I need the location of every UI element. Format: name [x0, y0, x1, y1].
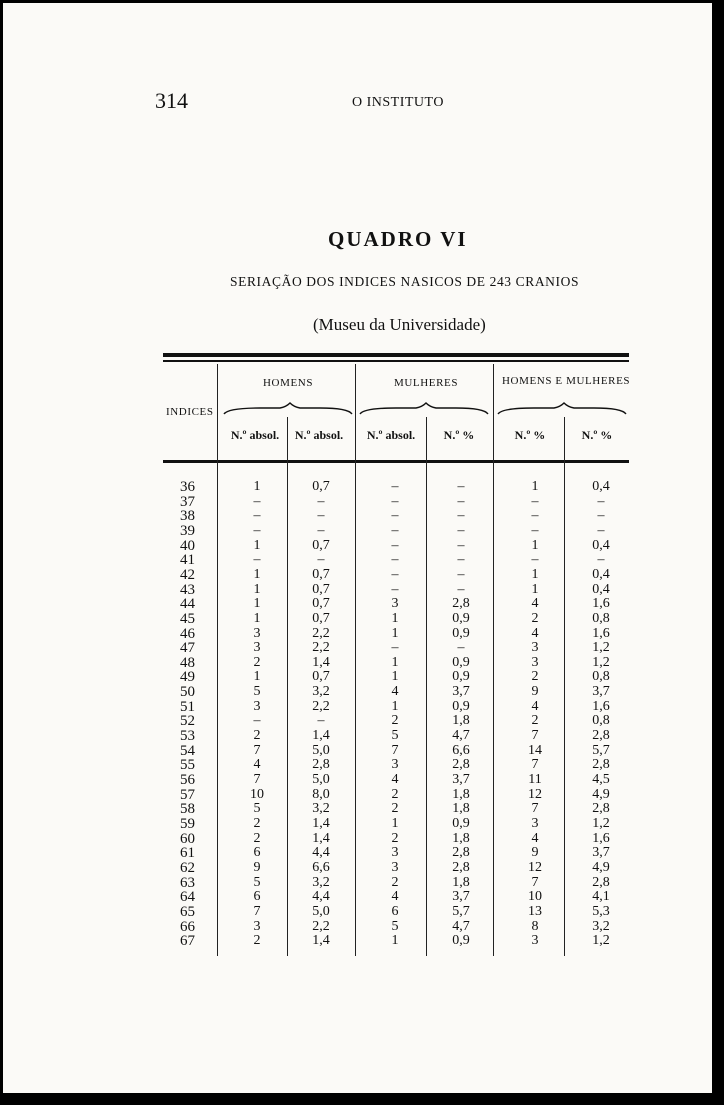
- value-cell: 0,9: [452, 625, 470, 641]
- index-cell: 67: [180, 933, 195, 950]
- value-cell: 0,4: [592, 479, 610, 494]
- value-cell: 2,8: [592, 874, 610, 890]
- value-cell: 2,2: [312, 625, 330, 641]
- value-cell: 1,8: [452, 874, 470, 890]
- value-cell: 3: [531, 815, 539, 831]
- value-cell: 3,7: [452, 684, 470, 700]
- index-cell: 52: [180, 713, 195, 730]
- index-cell: 45: [180, 610, 195, 627]
- value-cell: 2,8: [312, 757, 330, 773]
- value-cell: 3,7: [592, 684, 610, 700]
- index-cell: 61: [180, 845, 195, 862]
- value-cell: –: [457, 493, 465, 509]
- value-cell: 5,0: [312, 772, 330, 787]
- value-cell: 2: [531, 610, 539, 626]
- index-cell: 51: [180, 698, 195, 715]
- value-cell: 2,8: [452, 757, 470, 773]
- value-cell: –: [391, 508, 399, 524]
- value-cell: –: [597, 493, 605, 509]
- value-cell: –: [317, 552, 325, 568]
- value-cell: 3,7: [452, 889, 470, 905]
- vline-homens-mid: [287, 417, 288, 956]
- value-cell: 3: [391, 596, 399, 612]
- value-cell: 3,7: [452, 772, 470, 787]
- value-cell: 2: [253, 830, 261, 846]
- value-cell: 4: [391, 684, 399, 700]
- value-cell: –: [457, 522, 465, 538]
- museum-caption: (Museu da Universidade): [313, 315, 486, 334]
- value-cell: 7: [391, 742, 399, 758]
- index-cell: 57: [180, 786, 195, 803]
- index-cell: 40: [180, 537, 195, 554]
- value-cell: –: [391, 537, 399, 553]
- value-cell: 5: [253, 684, 261, 700]
- value-cell: 0,4: [592, 581, 610, 597]
- value-cell: 2: [391, 830, 399, 846]
- value-cell: 4: [531, 698, 539, 714]
- index-cell: 39: [180, 522, 195, 539]
- value-cell: 2: [531, 713, 539, 729]
- subheader-mulheres-abs: N.º absol.: [366, 428, 416, 442]
- value-cell: 1,2: [592, 815, 610, 831]
- value-cell: –: [531, 522, 539, 538]
- value-cell: 5,3: [592, 903, 610, 919]
- index-cell: 63: [180, 874, 195, 891]
- value-cell: 3: [253, 640, 261, 656]
- value-cell: 0,7: [312, 566, 330, 582]
- value-cell: 2,2: [312, 698, 330, 714]
- value-cell: 2: [391, 786, 399, 802]
- value-cell: 4,7: [452, 918, 470, 934]
- value-cell: 4,9: [592, 859, 610, 875]
- value-cell: 1,6: [592, 625, 610, 641]
- value-cell: 1: [391, 815, 399, 831]
- index-cell: 47: [180, 640, 195, 657]
- value-cell: 0,7: [312, 537, 330, 553]
- value-cell: –: [317, 713, 325, 729]
- value-cell: 0,9: [452, 669, 470, 685]
- value-cell: 1: [253, 479, 261, 494]
- value-cell: 1,4: [312, 728, 330, 744]
- value-cell: 10: [528, 889, 542, 905]
- index-cell: 64: [180, 889, 195, 906]
- value-cell: 0,7: [312, 581, 330, 597]
- top-rule-thin: [163, 360, 629, 362]
- value-cell: 9: [253, 859, 261, 875]
- index-cell: 65: [180, 903, 195, 920]
- value-cell: 2,8: [452, 596, 470, 612]
- value-cell: 7: [531, 728, 539, 744]
- value-cell: –: [531, 552, 539, 568]
- value-cell: 7: [253, 742, 261, 758]
- value-cell: 11: [528, 772, 542, 787]
- value-cell: –: [531, 508, 539, 524]
- group-header-ambos: HOMENS E MULHERES: [502, 375, 631, 387]
- value-cell: 2,8: [592, 728, 610, 744]
- subheader-ambos-pct: N.º %: [581, 428, 613, 442]
- value-cell: 3,2: [592, 918, 610, 934]
- value-cell: 10: [250, 786, 264, 802]
- value-cell: 3: [253, 698, 261, 714]
- index-cell: 60: [180, 830, 195, 847]
- subheader-mulheres-pct: N.º %: [443, 428, 475, 442]
- value-cell: 0,7: [312, 610, 330, 626]
- value-cell: 3: [531, 654, 539, 670]
- index-cell: 36: [180, 479, 195, 495]
- value-cell: –: [457, 566, 465, 582]
- brace-ambos: [498, 403, 626, 414]
- value-cell: 7: [531, 874, 539, 890]
- value-cell: –: [391, 522, 399, 538]
- value-cell: 4: [391, 889, 399, 905]
- indices-header: INDICES: [166, 406, 214, 418]
- value-cell: 1,4: [312, 933, 330, 949]
- value-cell: 3: [391, 859, 399, 875]
- value-cell: 2: [391, 801, 399, 817]
- group-braces: [220, 402, 630, 416]
- value-cell: –: [391, 493, 399, 509]
- value-cell: 4,7: [452, 728, 470, 744]
- value-cell: 4,9: [592, 786, 610, 802]
- vline-mulheres-right: [493, 364, 494, 956]
- index-cell: 46: [180, 625, 195, 642]
- value-cell: 4,4: [312, 845, 330, 861]
- running-head: O INSTITUTO: [352, 95, 444, 110]
- value-cell: –: [253, 552, 261, 568]
- value-cell: 13: [528, 903, 542, 919]
- value-cell: –: [317, 493, 325, 509]
- value-cell: 5: [391, 918, 399, 934]
- value-cell: 6: [253, 889, 261, 905]
- value-cell: 5,7: [592, 742, 610, 758]
- value-cell: 2: [531, 669, 539, 685]
- subheader-homens-pct: N.º absol.: [294, 428, 344, 442]
- value-cell: 1,8: [452, 786, 470, 802]
- vline-ambos-mid: [564, 417, 565, 956]
- value-cell: 1: [531, 479, 539, 494]
- vline-indices: [217, 364, 218, 956]
- value-cell: –: [457, 581, 465, 597]
- value-cell: 3: [531, 640, 539, 656]
- value-cell: 1: [253, 581, 261, 597]
- value-cell: –: [391, 552, 399, 568]
- value-cell: 3: [253, 918, 261, 934]
- index-cell: 44: [180, 596, 195, 613]
- value-cell: 12: [528, 859, 542, 875]
- value-cell: 1,2: [592, 933, 610, 949]
- value-cell: 4,4: [312, 889, 330, 905]
- index-cell: 37: [180, 493, 195, 510]
- value-cell: 0,8: [592, 713, 610, 729]
- value-cell: 1,2: [592, 654, 610, 670]
- value-cell: 1: [253, 537, 261, 553]
- value-cell: –: [253, 522, 261, 538]
- value-cell: 1: [531, 537, 539, 553]
- header-bottom-rule: [163, 460, 629, 463]
- value-cell: 1: [391, 625, 399, 641]
- value-cell: 9: [531, 684, 539, 700]
- value-cell: 3: [531, 933, 539, 949]
- value-cell: 4: [253, 757, 261, 773]
- value-cell: 3: [253, 625, 261, 641]
- value-cell: 8,0: [312, 786, 330, 802]
- value-cell: –: [457, 537, 465, 553]
- value-cell: 0,9: [452, 698, 470, 714]
- value-cell: 1: [391, 698, 399, 714]
- value-cell: 2: [253, 815, 261, 831]
- table-subtitle: SERIAÇÃO DOS INDICES NASICOS DE 243 CRANIOS: [230, 274, 580, 289]
- value-cell: 2: [391, 874, 399, 890]
- index-cell: 53: [180, 728, 195, 745]
- index-cell: 49: [180, 669, 195, 686]
- value-cell: 6,6: [452, 742, 470, 758]
- value-cell: 2,2: [312, 918, 330, 934]
- value-cell: 8: [531, 918, 539, 934]
- vline-homens-right: [355, 364, 356, 956]
- value-cell: –: [391, 581, 399, 597]
- value-cell: 1: [253, 669, 261, 685]
- value-cell: 2,2: [312, 640, 330, 656]
- value-cell: 3: [391, 757, 399, 773]
- value-cell: –: [457, 640, 465, 656]
- value-cell: 1,8: [452, 801, 470, 817]
- value-cell: 7: [253, 903, 261, 919]
- value-cell: 1: [391, 669, 399, 685]
- index-cell: 48: [180, 654, 195, 671]
- value-cell: 2: [253, 728, 261, 744]
- value-cell: 1: [531, 566, 539, 582]
- value-cell: 0,9: [452, 610, 470, 626]
- value-cell: 2,8: [452, 845, 470, 861]
- value-cell: 0,4: [592, 566, 610, 582]
- value-cell: –: [597, 522, 605, 538]
- value-cell: –: [391, 566, 399, 582]
- value-cell: 4: [391, 772, 399, 787]
- value-cell: –: [391, 479, 399, 494]
- index-cell: 41: [180, 552, 195, 569]
- value-cell: 4: [531, 625, 539, 641]
- value-cell: 3,2: [312, 801, 330, 817]
- value-cell: –: [597, 552, 605, 568]
- value-cell: 0,8: [592, 610, 610, 626]
- value-cell: 1,4: [312, 815, 330, 831]
- value-cell: –: [253, 508, 261, 524]
- value-cell: 4,5: [592, 772, 610, 787]
- value-cell: 5,7: [452, 903, 470, 919]
- value-cell: 5: [391, 728, 399, 744]
- value-cell: 12: [528, 786, 542, 802]
- index-cell: 62: [180, 859, 195, 876]
- index-cell: 54: [180, 742, 195, 759]
- vline-mulheres-mid: [426, 417, 427, 956]
- index-cell: 42: [180, 566, 195, 583]
- value-cell: –: [253, 713, 261, 729]
- value-cell: –: [457, 508, 465, 524]
- value-cell: 1: [253, 566, 261, 582]
- value-cell: –: [317, 508, 325, 524]
- value-cell: 1: [391, 654, 399, 670]
- value-cell: –: [391, 640, 399, 656]
- group-header-homens: HOMENS: [263, 377, 314, 389]
- value-cell: 1,2: [592, 640, 610, 656]
- value-cell: 4: [531, 830, 539, 846]
- value-cell: 3,2: [312, 684, 330, 700]
- value-cell: 2: [253, 654, 261, 670]
- index-cell: 50: [180, 684, 195, 701]
- value-cell: 4,1: [592, 889, 610, 905]
- value-cell: –: [317, 522, 325, 538]
- group-header-mulheres: MULHERES: [394, 377, 459, 389]
- value-cell: 5: [253, 874, 261, 890]
- value-cell: 1: [253, 610, 261, 626]
- subheader-ambos-abs: N.º %: [514, 428, 546, 442]
- value-cell: 3,2: [312, 874, 330, 890]
- value-cell: –: [253, 493, 261, 509]
- value-cell: 7: [531, 801, 539, 817]
- value-cell: –: [457, 552, 465, 568]
- value-cell: 14: [528, 742, 542, 758]
- value-cell: 7: [531, 757, 539, 773]
- value-cell: 0,8: [592, 669, 610, 685]
- value-cell: 1,6: [592, 698, 610, 714]
- value-cell: 1,8: [452, 713, 470, 729]
- index-cell: 58: [180, 801, 195, 818]
- value-cell: 0,7: [312, 669, 330, 685]
- table-title: QUADRO VI: [328, 227, 468, 251]
- value-cell: 1,6: [592, 830, 610, 846]
- value-cell: 0,4: [592, 537, 610, 553]
- brace-homens: [224, 403, 352, 414]
- index-cell: 56: [180, 772, 195, 788]
- value-cell: 1,8: [452, 830, 470, 846]
- value-cell: 1: [391, 610, 399, 626]
- value-cell: –: [597, 508, 605, 524]
- page-number: 314: [155, 88, 188, 113]
- value-cell: 4: [531, 596, 539, 612]
- value-cell: 2,8: [452, 859, 470, 875]
- value-cell: 3,7: [592, 845, 610, 861]
- index-cell: 59: [180, 815, 195, 832]
- value-cell: 0,9: [452, 933, 470, 949]
- index-cell: 66: [180, 918, 195, 935]
- value-cell: 1,6: [592, 596, 610, 612]
- value-cell: 0,7: [312, 479, 330, 494]
- index-cell: 38: [180, 508, 195, 525]
- value-cell: 3: [391, 845, 399, 861]
- index-cell: 43: [180, 581, 195, 598]
- value-cell: 1: [253, 596, 261, 612]
- value-cell: 9: [531, 845, 539, 861]
- value-cell: 5,0: [312, 903, 330, 919]
- value-cell: 2,8: [592, 801, 610, 817]
- value-cell: 1: [391, 933, 399, 949]
- value-cell: 1,4: [312, 654, 330, 670]
- value-cell: 6: [391, 903, 399, 919]
- value-cell: 7: [253, 772, 261, 787]
- value-cell: 0,9: [452, 654, 470, 670]
- value-cell: 5: [253, 801, 261, 817]
- value-cell: –: [531, 493, 539, 509]
- value-cell: 1,4: [312, 830, 330, 846]
- brace-mulheres: [360, 403, 488, 414]
- value-cell: 1: [531, 581, 539, 597]
- value-cell: 2: [253, 933, 261, 949]
- value-cell: 2,8: [592, 757, 610, 773]
- subheader-homens-abs: N.º absol.: [230, 428, 280, 442]
- value-cell: 5,0: [312, 742, 330, 758]
- value-cell: 0,7: [312, 596, 330, 612]
- index-cell: 55: [180, 757, 195, 774]
- value-cell: 6,6: [312, 859, 330, 875]
- value-cell: –: [457, 479, 465, 494]
- value-cell: 6: [253, 845, 261, 861]
- value-cell: 0,9: [452, 815, 470, 831]
- top-rule-thick: [163, 353, 629, 357]
- value-cell: 2: [391, 713, 399, 729]
